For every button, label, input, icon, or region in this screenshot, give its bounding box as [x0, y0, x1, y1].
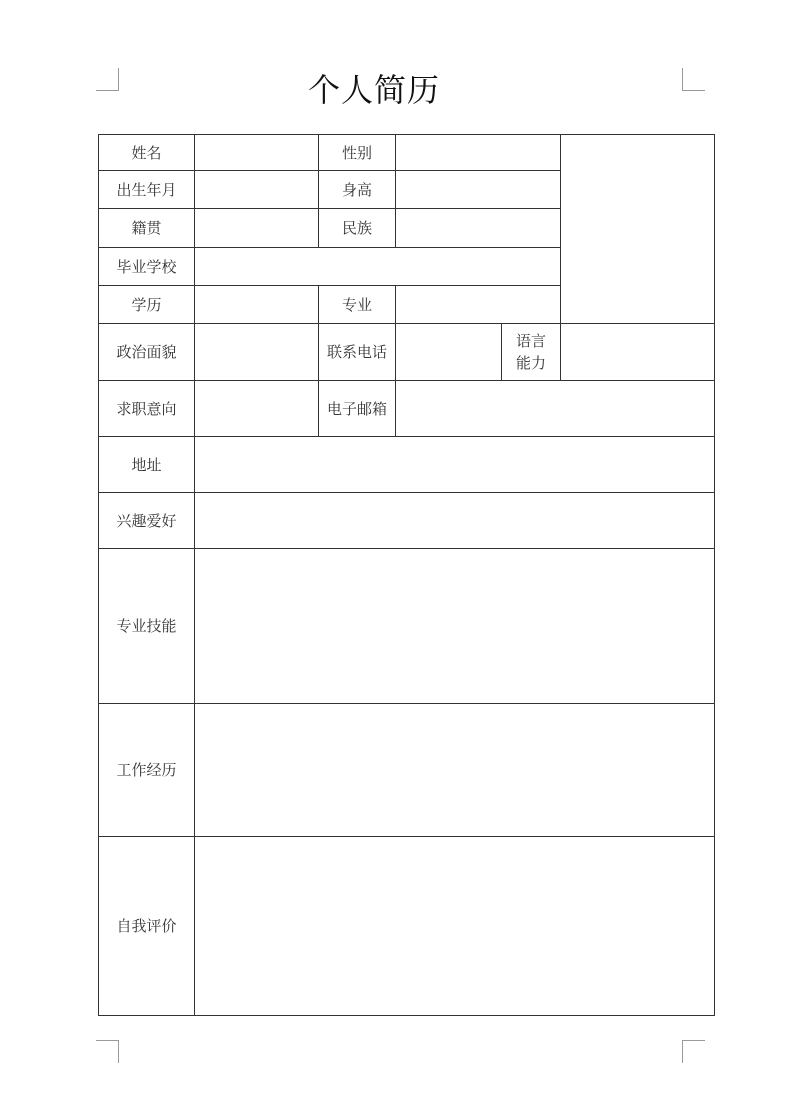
- language-field[interactable]: [561, 324, 715, 381]
- photo-area[interactable]: [561, 135, 715, 324]
- education-field[interactable]: [195, 286, 319, 324]
- experience-label: 工作经历: [99, 704, 195, 837]
- job-intent-field[interactable]: [195, 381, 319, 437]
- email-label: 电子邮箱: [319, 381, 396, 437]
- native-place-label: 籍贯: [99, 209, 195, 248]
- phone-field[interactable]: [396, 324, 502, 381]
- self-eval-field[interactable]: [195, 837, 715, 1016]
- ethnicity-field[interactable]: [396, 209, 561, 248]
- ethnicity-label: 民族: [319, 209, 396, 248]
- name-label: 姓名: [99, 135, 195, 171]
- address-field[interactable]: [195, 437, 715, 493]
- major-field[interactable]: [396, 286, 561, 324]
- skills-label: 专业技能: [99, 549, 195, 704]
- hobbies-field[interactable]: [195, 493, 715, 549]
- language-label-line2: 能力: [515, 354, 546, 372]
- page-title: 个人简历: [307, 71, 440, 109]
- native-place-field[interactable]: [195, 209, 319, 248]
- birth-label: 出生年月: [99, 171, 195, 209]
- education-label: 学历: [99, 286, 195, 324]
- politics-field[interactable]: [195, 324, 319, 381]
- resume-table: [98, 134, 715, 1016]
- email-field[interactable]: [396, 381, 715, 437]
- gender-label: 性别: [319, 135, 396, 171]
- language-label: [502, 324, 561, 381]
- self-eval-label: 自我评价: [99, 837, 195, 1016]
- major-label: 专业: [319, 286, 396, 324]
- address-label: 地址: [99, 437, 195, 493]
- birth-field[interactable]: [195, 171, 319, 209]
- corner-mark-bottom-left: [96, 1040, 119, 1063]
- corner-mark-bottom-right: [682, 1040, 705, 1063]
- school-field[interactable]: [195, 248, 561, 286]
- language-label-line1: 语言: [515, 332, 546, 350]
- phone-label: 联系电话: [319, 324, 396, 381]
- gender-field[interactable]: [396, 135, 561, 171]
- name-field[interactable]: [195, 135, 319, 171]
- height-field[interactable]: [396, 171, 561, 209]
- politics-label: 政治面貌: [99, 324, 195, 381]
- height-label: 身高: [319, 171, 396, 209]
- experience-field[interactable]: [195, 704, 715, 837]
- hobbies-label: 兴趣爱好: [99, 493, 195, 549]
- school-label: 毕业学校: [99, 248, 195, 286]
- skills-field[interactable]: [195, 549, 715, 704]
- job-intent-label: 求职意向: [99, 381, 195, 437]
